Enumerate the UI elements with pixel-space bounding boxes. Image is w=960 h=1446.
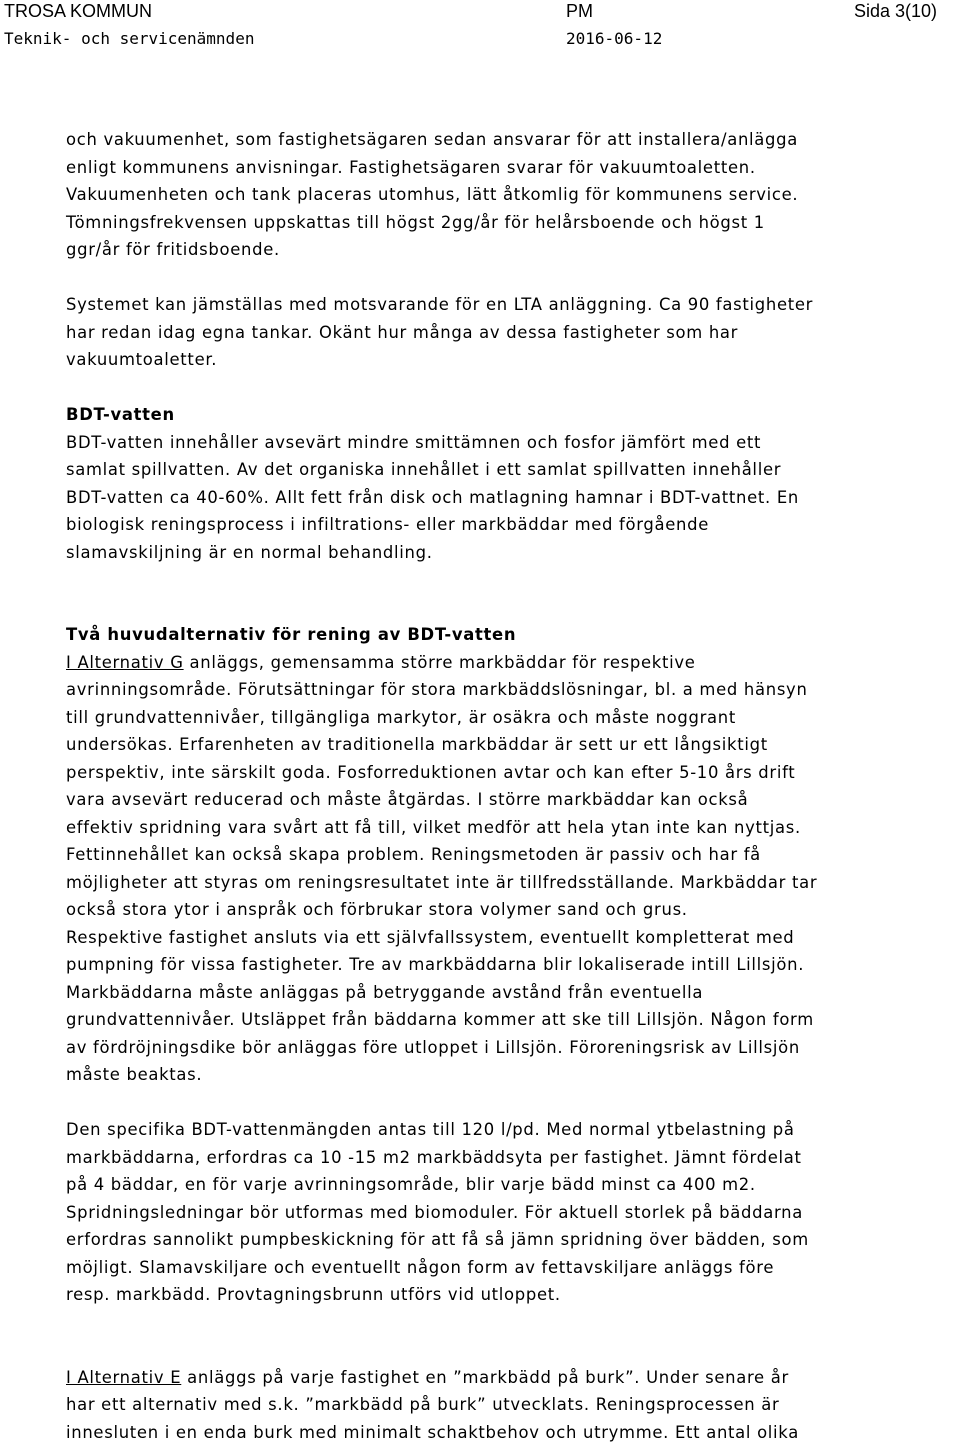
document-date: 2016-06-12: [566, 28, 662, 50]
heading-bdt-vatten: BDT-vatten: [66, 401, 900, 429]
alternativ-g-text: anläggs, gemensamma större markbäddar för respektive avrinningsområde. Förutsättningar för stora markbäddslösningar, bl. a med hänsyn till grundvattennivåer, tillgängliga markytor, är osäkra och måste noggrant undersökas. Erfarenheten av traditionella markbäddar är sett ur ett långsiktigt perspektiv, inte särskilt goda. Fosforreduktionen avtar och kan efter 5-10 års drift vara avsevärt reducerad och måste åtgärdas. I större markbäddar kan också effektiv spridning vara svårt att få till, vilket medför att hela ytan inte kan nyttjas. Fettinnehållet kan också skapa problem. Reningsmetoden är passiv och har få möjligheter att styras om reningsresultatet inte är tillfredsställande. Markbäddar tar också stora ytor i anspråk och förbrukar stora volymer sand och grus. Respektive fastighet ansluts via ett självfallssystem, eventuellt kompletterat med pumpning för vissa fastigheter. Tre av markbäddarna blir lokaliserade intill Lillsjön. Markbäddarna måste anläggas på betryggande avstånd från eventuella grundvattennivåer. Utsläppet från bäddarna kommer att ske till Lillsjön. Någon form av fördröjningsdike bör anläggas före utloppet i Lillsjön. Föroreningsrisk av Lillsjön måste beaktas.: [66, 653, 817, 1085]
document-body: [66, 126, 900, 1446]
page-number: Sida 3(10): [854, 0, 937, 22]
alternativ-e-link[interactable]: I Alternativ E: [66, 1368, 181, 1387]
paragraph-lta: Systemet kan jämställas med motsvarande för en LTA anläggning. Ca 90 fastigheter har redan idag egna tankar. Okänt hur många av dessa fastigheter som har vakuumtoaletter.: [66, 291, 900, 374]
alternativ-e-text: anläggs på varje fastighet en ”markbädd på burk”. Under senare år har ett alternativ med s.k. ”markbädd på burk” utvecklats. Reningsprocessen är innesluten i en enda burk med minimalt schaktbehov och utrymme. Ett antal olika: [66, 1368, 799, 1442]
paragraph-vakuum: och vakuumenhet, som fastighetsägaren sedan ansvarar för att installera/anlägga enligt kommunens anvisningar. Fastighetsägaren svarar för vakuumtoaletten. Vakuumenheten och tank placeras utomhus, lätt åtkomlig för kommunens service. Tömningsfrekvensen uppskattas till högst 2gg/år för helårsboende och högst 1 ggr/år för fritidsboende.: [66, 126, 900, 264]
page-header: [0, 0, 960, 56]
heading-huvudalternativ: Två huvudalternativ för rening av BDT-vatten: [66, 621, 900, 649]
paragraph-alternativ-g: [66, 649, 900, 1089]
document-type: PM: [566, 0, 593, 22]
paragraph-bdt: BDT-vatten innehåller avsevärt mindre smittämnen och fosfor jämfört med ett samlat spillvatten. Av det organiska innehållet i ett samlat spillvatten innehåller BDT-vatten ca 40-60%. Allt fett från disk och matlagning hamnar i BDT-vattnet. En biologisk reningsprocess i infiltrations- eller markbäddar med förgående slamavskiljning är en normal behandling.: [66, 429, 900, 567]
paragraph-bdt-mangd: Den specifika BDT-vattenmängden antas till 120 l/pd. Med normal ytbelastning på markbäddarna, erfordras ca 10 -15 m2 markbäddsyta per fastighet. Jämnt fördelat på 4 bäddar, en för varje avrinningsområde, blir varje bädd minst ca 400 m2. Spridningsledningar bör utformas med biomoduler. För aktuell storlek på bäddarna erfordras sannolikt pumpbeskickning för att få så jämn spridning över bädden, som möjligt. Slamavskiljare och eventuellt någon form av fettavskiljare anläggs före resp. markbädd. Provtagningsbrunn utförs vid utloppet.: [66, 1116, 900, 1309]
department-name: Teknik- och servicenämnden: [4, 28, 254, 50]
organization-name: TROSA KOMMUN: [4, 0, 152, 22]
paragraph-alternativ-e: [66, 1364, 900, 1446]
alternativ-g-link[interactable]: I Alternativ G: [66, 653, 184, 672]
